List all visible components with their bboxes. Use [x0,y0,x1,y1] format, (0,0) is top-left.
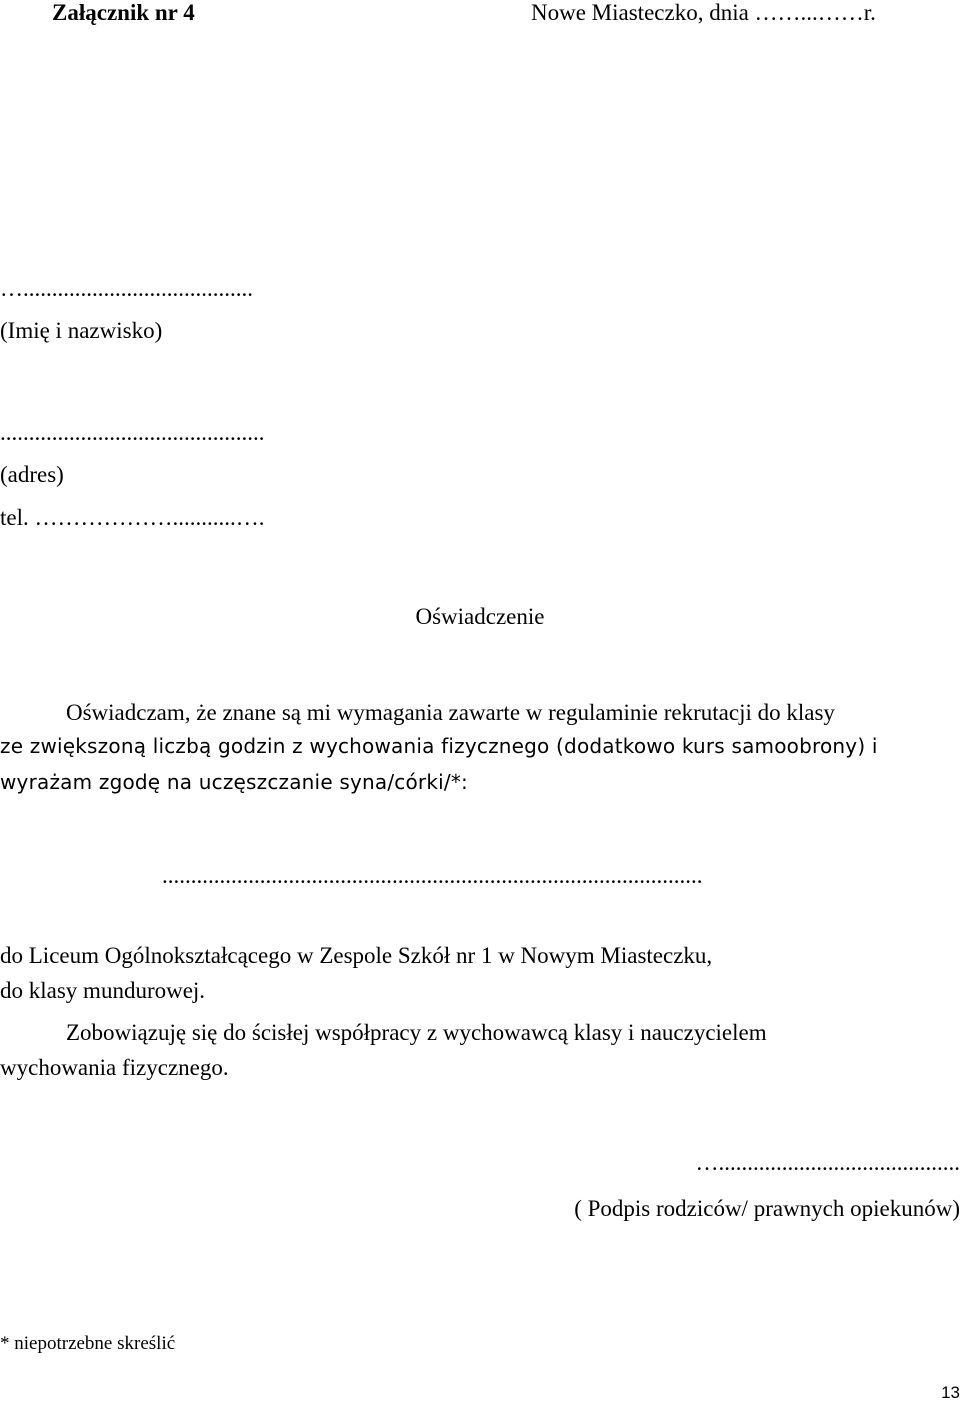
signature-caption: ( Podpis rodziców/ prawnych opiekunów) [574,1196,960,1221]
cooperation-line: wychowania fizycznego. [0,1055,229,1080]
student-name-blank-line: .............................................................................................. [162,863,703,888]
document-title: Oświadczenie [415,604,545,629]
statement-line: wyrażam zgodę na uczęszczanie syna/córki/*: [0,770,468,794]
annex-label: Załącznik nr 4 [52,0,195,25]
address-caption: (adres) [0,462,64,487]
name-blank-line: …........................................ [0,276,253,301]
school-line: do Liceum Ogólnokształcącego w Zespole Szkół nr 1 w Nowym Miasteczku, [0,943,713,968]
statement-line: ze zwiększoną liczbą godzin z wychowania fizycznego (dodatkowo kurs samoobrony) i [0,734,878,758]
place-date-line: Nowe Miasteczko, dnia ……...……r. [531,0,876,25]
footnote: * niepotrzebne skreślić [0,1333,176,1354]
signature-blank-line: ….......................................... [695,1150,960,1175]
school-line: do klasy mundurowej. [0,978,206,1003]
name-caption: (Imię i nazwisko) [0,318,163,343]
phone-blank-line: tel. ………………...........…. [0,505,265,530]
address-blank-line: .............................................. [0,420,265,445]
statement-line: Oświadczam, że znane są mi wymagania zawarte w regulaminie rekrutacji do klasy [66,700,835,725]
cooperation-line: Zobowiązuję się do ścisłej współpracy z wychowawcą klasy i nauczycielem [66,1020,767,1045]
page-number: 13 [941,1383,960,1402]
